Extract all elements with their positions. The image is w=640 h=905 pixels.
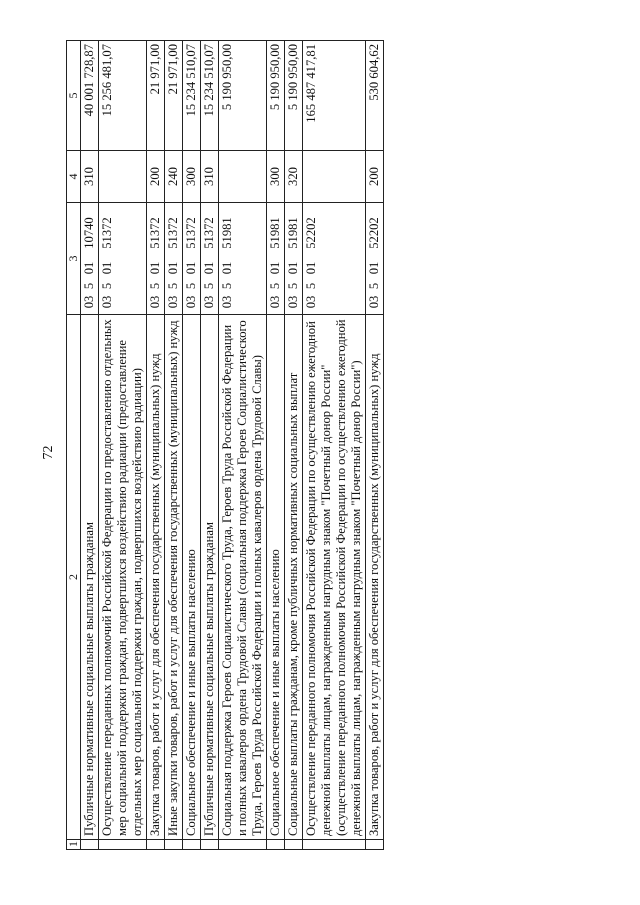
row-index-cell [183, 840, 201, 850]
code-part: 01 [166, 261, 180, 275]
row-index-cell [267, 840, 285, 850]
code-part: 51372 [184, 217, 198, 249]
row-expense-type-cell: 200 [366, 151, 384, 203]
code-part: 5 [367, 282, 381, 290]
table-row [303, 41, 366, 850]
code-part: 5 [184, 282, 198, 290]
row-code-cell [165, 203, 183, 315]
code-part: 5 [82, 282, 96, 290]
row-code-cell [219, 203, 267, 315]
row-code-cell [99, 203, 147, 315]
row-amount-cell: 5 190 950,00 [267, 41, 285, 151]
row-expense-type-cell: 240 [165, 151, 183, 203]
row-expense-type-cell: 320 [285, 151, 303, 203]
code-part: 03 [166, 295, 180, 309]
code-part: 01 [286, 261, 300, 275]
code-part: 03 [148, 295, 162, 309]
code-part: 01 [220, 261, 234, 275]
row-code-cell [303, 203, 366, 315]
row-code-cell [267, 203, 285, 315]
row-code-cell [366, 203, 384, 315]
code-part: 51372 [202, 217, 216, 249]
row-code-cell [183, 203, 201, 315]
table-row [366, 41, 384, 850]
table-row [267, 41, 285, 850]
code-part: 52202 [304, 217, 318, 249]
code-part: 01 [148, 261, 162, 275]
code-part: 10740 [82, 217, 96, 249]
row-amount-cell: 5 190 950,00 [219, 41, 267, 151]
row-amount-cell: 15 234 510,07 [183, 41, 201, 151]
code-part: 03 [286, 295, 300, 309]
code-part: 5 [148, 282, 162, 290]
row-code-cell [285, 203, 303, 315]
header-col-1: 1 [67, 840, 81, 850]
code-part: 03 [367, 295, 381, 309]
row-name-cell: Осуществление переданного полномочия Российской Федерации по осуществлению ежегодной денежной выплаты лицам, награжденным нагрудным знаком "Почетный донор России" (осуществление переданного полномочия Российской Федерации по осуществлению ежегодной денежной выплаты лицам, награжденным нагрудным знаком "Почетный донор России") [303, 315, 366, 840]
row-amount-cell: 15 256 481,07 [99, 41, 147, 151]
table-body [81, 41, 384, 850]
code-part: 51372 [100, 217, 114, 249]
code-part: 5 [286, 282, 300, 290]
code-part: 5 [202, 282, 216, 290]
row-name-cell: Социальное обеспечение и иные выплаты населению [267, 315, 285, 840]
table-row [147, 41, 165, 850]
row-amount-cell: 15 234 510,07 [201, 41, 219, 151]
header-row [67, 41, 81, 850]
code-part: 51981 [220, 217, 234, 249]
header-col-5: 5 [67, 41, 81, 151]
row-name-cell: Осуществление переданных полномочий Российской Федерации по предоставлению отдельных мер социальной поддержки граждан, подвергшихся воздействию радиации (предоставление отдельных мер социальной поддержки граждан, подвергшихся воздействию радиации) [99, 315, 147, 840]
code-part: 03 [202, 295, 216, 309]
code-part: 5 [100, 282, 114, 290]
row-index-cell [165, 840, 183, 850]
row-name-cell: Закупка товаров, работ и услуг для обеспечения государственных (муниципальных) нужд [366, 315, 384, 840]
table-row [285, 41, 303, 850]
row-name-cell: Закупка товаров, работ и услуг для обеспечения государственных (муниципальных) нужд [147, 315, 165, 840]
row-name-cell: Социальное обеспечение и иные выплаты населению [183, 315, 201, 840]
page-number: 72 [41, 445, 56, 460]
row-amount-cell: 530 604,62 [366, 41, 384, 151]
row-index-cell [147, 840, 165, 850]
row-index-cell [201, 840, 219, 850]
row-name-cell: Социальные выплаты гражданам, кроме публичных нормативных социальных выплат [285, 315, 303, 840]
header-col-4: 4 [67, 151, 81, 203]
row-amount-cell: 21 971,00 [147, 41, 165, 151]
row-index-cell [285, 840, 303, 850]
code-part: 01 [268, 261, 282, 275]
row-index-cell [303, 840, 366, 850]
table-row [165, 41, 183, 850]
code-part: 5 [220, 282, 234, 290]
row-expense-type-cell: 310 [201, 151, 219, 203]
budget-table [66, 40, 384, 850]
code-part: 03 [268, 295, 282, 309]
row-name-cell: Публичные нормативные социальные выплаты гражданам [201, 315, 219, 840]
code-part: 51372 [148, 217, 162, 249]
row-amount-cell: 5 190 950,00 [285, 41, 303, 151]
row-code-cell [147, 203, 165, 315]
code-part: 01 [100, 261, 114, 275]
table-row [219, 41, 267, 850]
row-expense-type-cell [219, 151, 267, 203]
row-index-cell [81, 840, 99, 850]
row-expense-type-cell: 310 [81, 151, 99, 203]
code-part: 03 [184, 295, 198, 309]
header-col-2: 2 [67, 315, 81, 840]
row-code-cell [201, 203, 219, 315]
code-part: 5 [304, 282, 318, 290]
row-expense-type-cell: 300 [267, 151, 285, 203]
row-expense-type-cell [303, 151, 366, 203]
code-part: 03 [304, 295, 318, 309]
code-part: 01 [202, 261, 216, 275]
code-part: 01 [304, 261, 318, 275]
code-part: 5 [166, 282, 180, 290]
code-part: 51981 [286, 217, 300, 249]
code-part: 52202 [367, 217, 381, 249]
code-part: 01 [367, 261, 381, 275]
row-expense-type-cell: 300 [183, 151, 201, 203]
row-amount-cell: 165 487 417,81 [303, 41, 366, 151]
code-part: 51372 [166, 217, 180, 249]
row-code-cell [81, 203, 99, 315]
code-part: 01 [184, 261, 198, 275]
row-expense-type-cell: 200 [147, 151, 165, 203]
code-part: 03 [220, 295, 234, 309]
code-part: 01 [82, 261, 96, 275]
code-part: 03 [100, 295, 114, 309]
row-index-cell [366, 840, 384, 850]
row-amount-cell: 40 001 728,87 [81, 41, 99, 151]
table-row [99, 41, 147, 850]
table-row [81, 41, 99, 850]
code-part: 51981 [268, 217, 282, 249]
table-row [201, 41, 219, 850]
header-col-3: 3 [67, 203, 81, 315]
row-name-cell: Публичные нормативные социальные выплаты гражданам [81, 315, 99, 840]
row-index-cell [219, 840, 267, 850]
row-amount-cell: 21 971,00 [165, 41, 183, 151]
row-name-cell: Иные закупки товаров, работ и услуг для обеспечения государственных (муниципальных) нужд [165, 315, 183, 840]
code-part: 03 [82, 295, 96, 309]
row-index-cell [99, 840, 147, 850]
row-name-cell: Социальная поддержка Героев Социалистического Труда, Героев Труда Российской Федерации и полных кавалеров ордена Трудовой Славы (социальная поддержка Героев Социалистического Труда, Героев Труда Российской Федерации и полных кавалеров ордена Трудовой Славы) [219, 315, 267, 840]
table-row [183, 41, 201, 850]
row-expense-type-cell [99, 151, 147, 203]
code-part: 5 [268, 282, 282, 290]
